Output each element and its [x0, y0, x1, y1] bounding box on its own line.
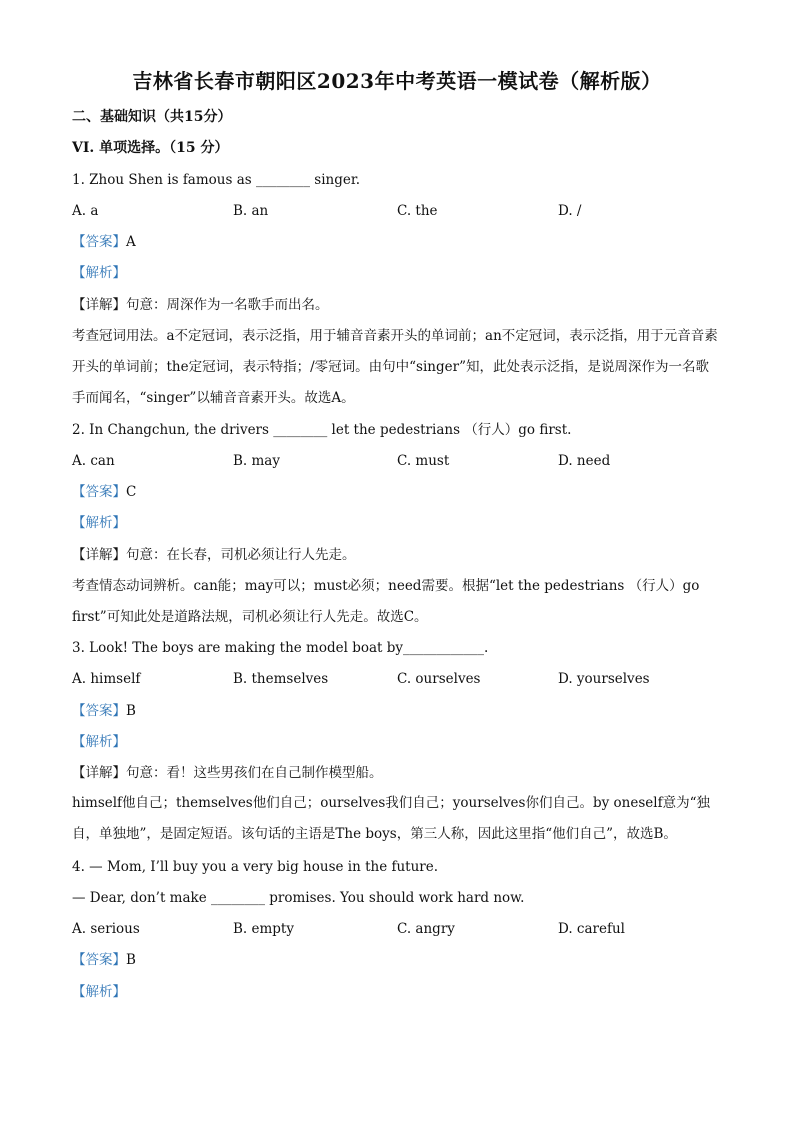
detail-label: 【详解】	[72, 297, 126, 313]
section-heading: 二、基础知识（共15分）	[72, 109, 232, 125]
option-d: D. /	[558, 203, 582, 219]
option-a: A. a	[72, 203, 99, 219]
detail-line	[72, 545, 356, 565]
answer-value: A	[126, 234, 136, 250]
detail-label: 【详解】	[72, 765, 126, 781]
analysis-line	[72, 263, 126, 283]
analysis-label: 【解析】	[72, 515, 126, 531]
answer-line	[72, 482, 136, 502]
subsection-heading: VI. 单项选择。（15 分）	[72, 140, 229, 156]
answer-line	[72, 232, 136, 252]
analysis-line	[72, 732, 126, 752]
detail-line	[72, 295, 329, 315]
option-c: C. ourselves	[397, 671, 481, 687]
question-stem: 2. In Changchun, the drivers ________ let the pedestrians （行人）go first.	[72, 422, 572, 438]
detail-line	[72, 763, 383, 783]
answer-value: B	[126, 703, 136, 719]
option-b: B. may	[233, 453, 280, 469]
option-c: C. must	[397, 453, 450, 469]
explanation-paragraph: himself他自己；themselves他们自己；ourselves我们自己；yourselves你们自己。by oneself意为“独自，单独地”，是固定短语。该句话的主语是The boys，第三人称，因此这里指“他们自己”，故选B。	[72, 795, 710, 842]
detail-label: 【详解】	[72, 547, 126, 563]
option-a: A. can	[72, 453, 115, 469]
question-stem: 1. Zhou Shen is famous as ________ singer.	[72, 172, 361, 188]
option-a: A. serious	[72, 921, 140, 937]
explanation-paragraph: 考查情态动词辨析。can能；may可以；must必须；need需要。根据“let the pedestrians （行人）go first”可知此处是道路法规，司机必须让行人先走。故选C。	[72, 578, 700, 625]
document-title: 吉林省长春市朝阳区2023年中考英语一模试卷（解析版）	[132, 69, 662, 93]
answer-label: 【答案】	[72, 234, 126, 250]
analysis-line	[72, 513, 126, 533]
detail-text: 句意：周深作为一名歌手而出名。	[126, 297, 329, 313]
option-d: D. yourselves	[558, 671, 650, 687]
analysis-label: 【解析】	[72, 734, 126, 750]
option-b: B. themselves	[233, 671, 329, 687]
answer-value: C	[126, 484, 137, 500]
question-stem: 3. Look! The boys are making the model boat by____________.	[72, 640, 489, 656]
answer-value: B	[126, 952, 136, 968]
question-stem-continued: — Dear, don’t make ________ promises. You should work hard now.	[72, 890, 525, 906]
explanation-paragraph: 考查冠词用法。a不定冠词，表示泛指，用于辅音音素开头的单词前；an不定冠词，表示泛指，用于元音音素开头的单词前；the定冠词，表示特指；/零冠词。由句中“singer”知，此处表示泛指，是说周深作为一名歌手而闻名，“singer”以辅音音素开头。故选A。	[72, 328, 718, 406]
answer-label: 【答案】	[72, 484, 126, 500]
question-stem: 4. — Mom, I’ll buy you a very big house in the future.	[72, 859, 439, 875]
option-b: B. an	[233, 203, 269, 219]
option-a: A. himself	[72, 671, 141, 687]
option-b: B. empty	[233, 921, 294, 937]
detail-text: 句意：在长春，司机必须让行人先走。	[126, 547, 356, 563]
answer-line	[72, 950, 136, 970]
option-c: C. angry	[397, 921, 455, 937]
answer-line	[72, 701, 136, 721]
analysis-line	[72, 982, 126, 1002]
option-c: C. the	[397, 203, 438, 219]
analysis-label: 【解析】	[72, 984, 126, 1000]
option-d: D. careful	[558, 921, 625, 937]
detail-text: 句意：看！这些男孩们在自己制作模型船。	[126, 765, 383, 781]
option-d: D. need	[558, 453, 611, 469]
answer-label: 【答案】	[72, 952, 126, 968]
answer-label: 【答案】	[72, 703, 126, 719]
analysis-label: 【解析】	[72, 265, 126, 281]
